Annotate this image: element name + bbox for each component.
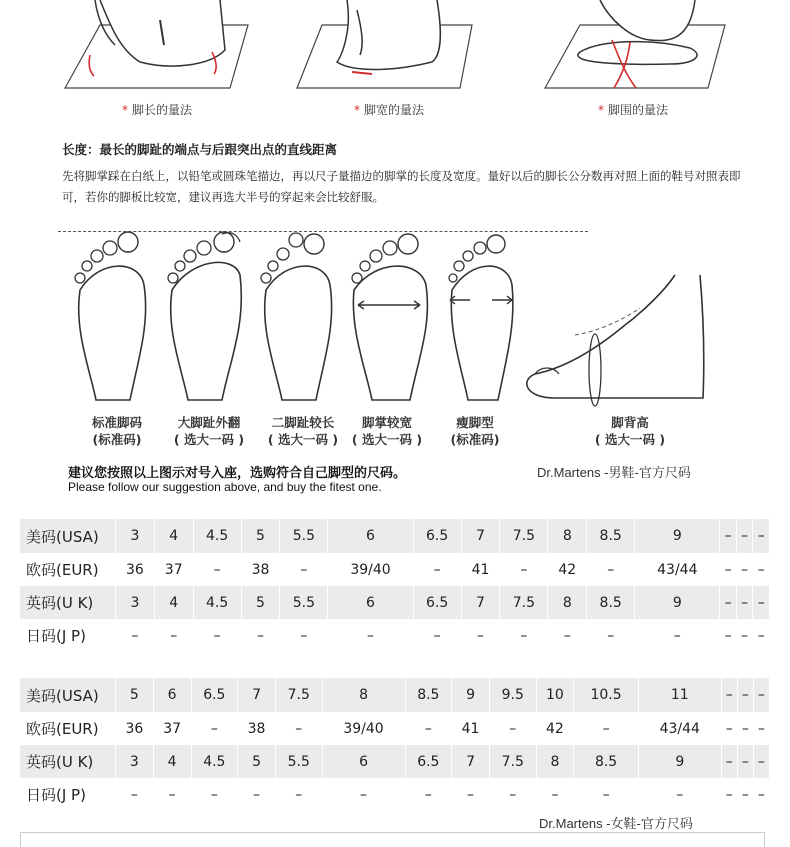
size-cell: 36	[116, 553, 155, 586]
size-cell: 38	[241, 553, 280, 586]
size-cell: 42	[548, 553, 587, 586]
size-row	[20, 778, 770, 811]
width-measure-caption: * 脚宽的量法	[354, 103, 425, 117]
size-cell: 41	[461, 553, 500, 586]
size-row-label: 欧码(EUR)	[20, 553, 116, 586]
size-cell: 7	[238, 678, 276, 712]
suggestion-english: Please follow our suggestion above, and buy the fitest one.	[68, 480, 382, 494]
size-cell: 7	[461, 586, 500, 619]
size-cell: 11	[638, 678, 721, 712]
size-cell: 8	[548, 519, 587, 553]
size-cell: –	[536, 778, 574, 811]
size-cell: 39/40	[328, 553, 413, 586]
measure-instructions: 先将脚掌踩在白纸上，以铅笔或圆珠笔描边，再以尺子量描边的脚掌的长度及宽度。量好以后的脚长公分数再对照上面的鞋号对照表即可，若你的脚板比较宽，建议再选大半号的穿起来会比较舒服。	[62, 169, 741, 204]
women-size-chart-title: Dr.Martens -女鞋-官方尺码	[539, 816, 693, 831]
foot-girth-measure-illustration	[540, 0, 740, 95]
size-cell: –	[753, 553, 770, 586]
caption-star: *	[598, 103, 604, 117]
size-cell: 6.5	[191, 678, 238, 712]
size-cell: 7.5	[275, 678, 322, 712]
foot-type-high-instep: 脚背高 ( 选大一码 )	[594, 415, 666, 447]
size-cell: –	[322, 778, 405, 811]
size-cell: 3	[116, 745, 154, 778]
foot-type-bunion: 大脚趾外翻 ( 选大一码 )	[173, 415, 245, 447]
size-row-label: 美码(USA)	[20, 678, 116, 712]
size-cell: –	[736, 553, 752, 586]
size-cell: 7	[452, 745, 490, 778]
size-cell: 4	[154, 519, 193, 553]
size-cell: 39/40	[322, 712, 405, 745]
slim-foot-icon	[440, 230, 525, 405]
size-cell: 8.5	[405, 678, 452, 712]
long-second-toe-foot-icon	[256, 230, 341, 405]
size-cell: 6	[153, 678, 191, 712]
size-cell: –	[720, 619, 736, 652]
size-cell: 6	[322, 745, 405, 778]
size-cell: –	[193, 619, 241, 652]
size-cell: 5.5	[280, 586, 328, 619]
size-cell: –	[500, 619, 548, 652]
size-cell: –	[720, 586, 736, 619]
suggestion-chinese: 建议您按照以上图示对号入座，选购符合自己脚型的尺码。	[68, 466, 407, 481]
foot-type-wide: 脚掌较宽 ( 选大一码 )	[351, 415, 423, 447]
size-cell: –	[280, 553, 328, 586]
size-cell: 41	[452, 712, 490, 745]
size-cell: –	[489, 778, 536, 811]
size-cell: –	[721, 778, 737, 811]
size-row-label: 欧码(EUR)	[20, 712, 116, 745]
size-cell: –	[720, 519, 736, 553]
size-cell: 6.5	[413, 586, 461, 619]
size-cell: –	[328, 619, 413, 652]
size-cell: –	[405, 712, 452, 745]
size-cell: –	[635, 619, 720, 652]
size-cell: 37	[153, 712, 191, 745]
size-cell: –	[413, 553, 461, 586]
size-cell: 42	[536, 712, 574, 745]
size-cell: 9	[452, 678, 490, 712]
size-cell: 6	[328, 586, 413, 619]
foot-length-measure-illustration	[60, 0, 260, 95]
size-cell: –	[587, 619, 635, 652]
size-cell: –	[753, 745, 769, 778]
size-cell: 10	[536, 678, 574, 712]
size-cell: 6.5	[405, 745, 452, 778]
caption-star: *	[354, 103, 360, 117]
size-cell: –	[191, 712, 238, 745]
size-row-label: 日码(J P)	[20, 619, 116, 652]
size-row	[20, 586, 770, 619]
size-cell: 9	[635, 519, 720, 553]
size-cell: –	[238, 778, 276, 811]
size-cell: –	[574, 778, 639, 811]
men-size-table	[20, 519, 770, 652]
size-cell: 9	[638, 745, 721, 778]
size-cell: 7	[461, 519, 500, 553]
size-cell: –	[191, 778, 238, 811]
size-cell: 8.5	[587, 586, 635, 619]
size-cell: –	[720, 553, 736, 586]
size-cell: 5.5	[275, 745, 322, 778]
size-cell: –	[280, 619, 328, 652]
size-row	[20, 619, 770, 652]
size-cell: –	[548, 619, 587, 652]
size-cell: 38	[238, 712, 276, 745]
size-cell: –	[413, 619, 461, 652]
size-cell: 43/44	[638, 712, 721, 745]
size-cell: 8	[548, 586, 587, 619]
size-cell: 5	[241, 586, 280, 619]
size-cell: –	[736, 619, 752, 652]
size-row-label: 英码(U K)	[20, 586, 116, 619]
size-cell: –	[461, 619, 500, 652]
size-cell: –	[736, 586, 752, 619]
size-cell: –	[753, 778, 769, 811]
size-cell: –	[721, 678, 737, 712]
size-cell: 4	[154, 586, 193, 619]
size-cell: 6.5	[413, 519, 461, 553]
size-row-label: 英码(U K)	[20, 745, 116, 778]
size-cell: 4	[153, 745, 191, 778]
length-definition: 长度：最长的脚趾的端点与后跟突出点的直线距离	[62, 142, 338, 157]
size-cell: 7.5	[500, 519, 548, 553]
size-cell: –	[116, 778, 154, 811]
size-cell: –	[737, 712, 753, 745]
size-cell: –	[193, 553, 241, 586]
men-size-chart-title: Dr.Martens -男鞋-官方尺码	[537, 465, 691, 480]
size-cell: 4.5	[191, 745, 238, 778]
size-cell: –	[153, 778, 191, 811]
size-cell: 4.5	[193, 586, 241, 619]
size-cell: –	[721, 712, 737, 745]
size-cell: 6	[328, 519, 413, 553]
foot-width-measure-illustration	[292, 0, 482, 95]
foot-type-slim: 瘦脚型 (标准码)	[450, 415, 500, 447]
size-cell: –	[241, 619, 280, 652]
size-cell: 5.5	[280, 519, 328, 553]
size-cell: 8.5	[587, 519, 635, 553]
size-row	[20, 712, 770, 745]
high-instep-foot-icon	[515, 270, 715, 420]
size-cell: 9	[635, 586, 720, 619]
size-cell: 43/44	[635, 553, 720, 586]
size-cell: –	[753, 712, 769, 745]
size-cell: 10.5	[574, 678, 639, 712]
bottom-frame	[20, 832, 765, 847]
standard-foot-icon	[70, 230, 155, 405]
size-cell: –	[275, 712, 322, 745]
size-cell: 4.5	[193, 519, 241, 553]
size-cell: –	[737, 778, 753, 811]
caption-star: *	[122, 103, 128, 117]
size-cell: –	[500, 553, 548, 586]
size-cell: –	[753, 519, 770, 553]
size-cell: 5	[116, 678, 154, 712]
size-row	[20, 678, 770, 712]
size-cell: –	[737, 745, 753, 778]
foot-type-long-second-toe: 二脚趾较长 ( 选大一码 )	[267, 415, 339, 447]
size-cell: –	[753, 619, 770, 652]
size-cell: –	[587, 553, 635, 586]
size-cell: –	[574, 712, 639, 745]
size-row-label: 美码(USA)	[20, 519, 116, 553]
size-cell: 8	[536, 745, 574, 778]
size-cell: –	[736, 519, 752, 553]
size-cell: –	[753, 678, 769, 712]
size-cell: –	[116, 619, 155, 652]
size-cell: 37	[154, 553, 193, 586]
size-cell: 3	[116, 586, 155, 619]
foot-type-standard: 标准脚码 (标准码)	[91, 415, 142, 447]
size-cell: –	[452, 778, 490, 811]
women-size-table	[20, 678, 770, 811]
girth-measure-caption: * 脚围的量法	[598, 103, 669, 117]
size-cell: –	[154, 619, 193, 652]
size-cell: –	[753, 586, 770, 619]
size-cell: –	[721, 745, 737, 778]
size-cell: –	[638, 778, 721, 811]
size-row	[20, 745, 770, 778]
size-cell: –	[489, 712, 536, 745]
size-cell: 5	[238, 745, 276, 778]
size-cell: 9.5	[489, 678, 536, 712]
size-cell: 8	[322, 678, 405, 712]
length-measure-caption: * 脚长的量法	[122, 103, 193, 117]
size-cell: 7.5	[489, 745, 536, 778]
size-row	[20, 519, 770, 553]
size-row	[20, 553, 770, 586]
size-cell: –	[275, 778, 322, 811]
size-cell: 36	[116, 712, 154, 745]
size-cell: 5	[241, 519, 280, 553]
size-cell: –	[737, 678, 753, 712]
size-cell: 8.5	[574, 745, 639, 778]
size-cell: 3	[116, 519, 155, 553]
size-cell: –	[405, 778, 452, 811]
size-row-label: 日码(J P)	[20, 778, 116, 811]
bunion-foot-icon	[162, 230, 247, 405]
size-cell: 7.5	[500, 586, 548, 619]
wide-foot-icon	[348, 230, 433, 405]
